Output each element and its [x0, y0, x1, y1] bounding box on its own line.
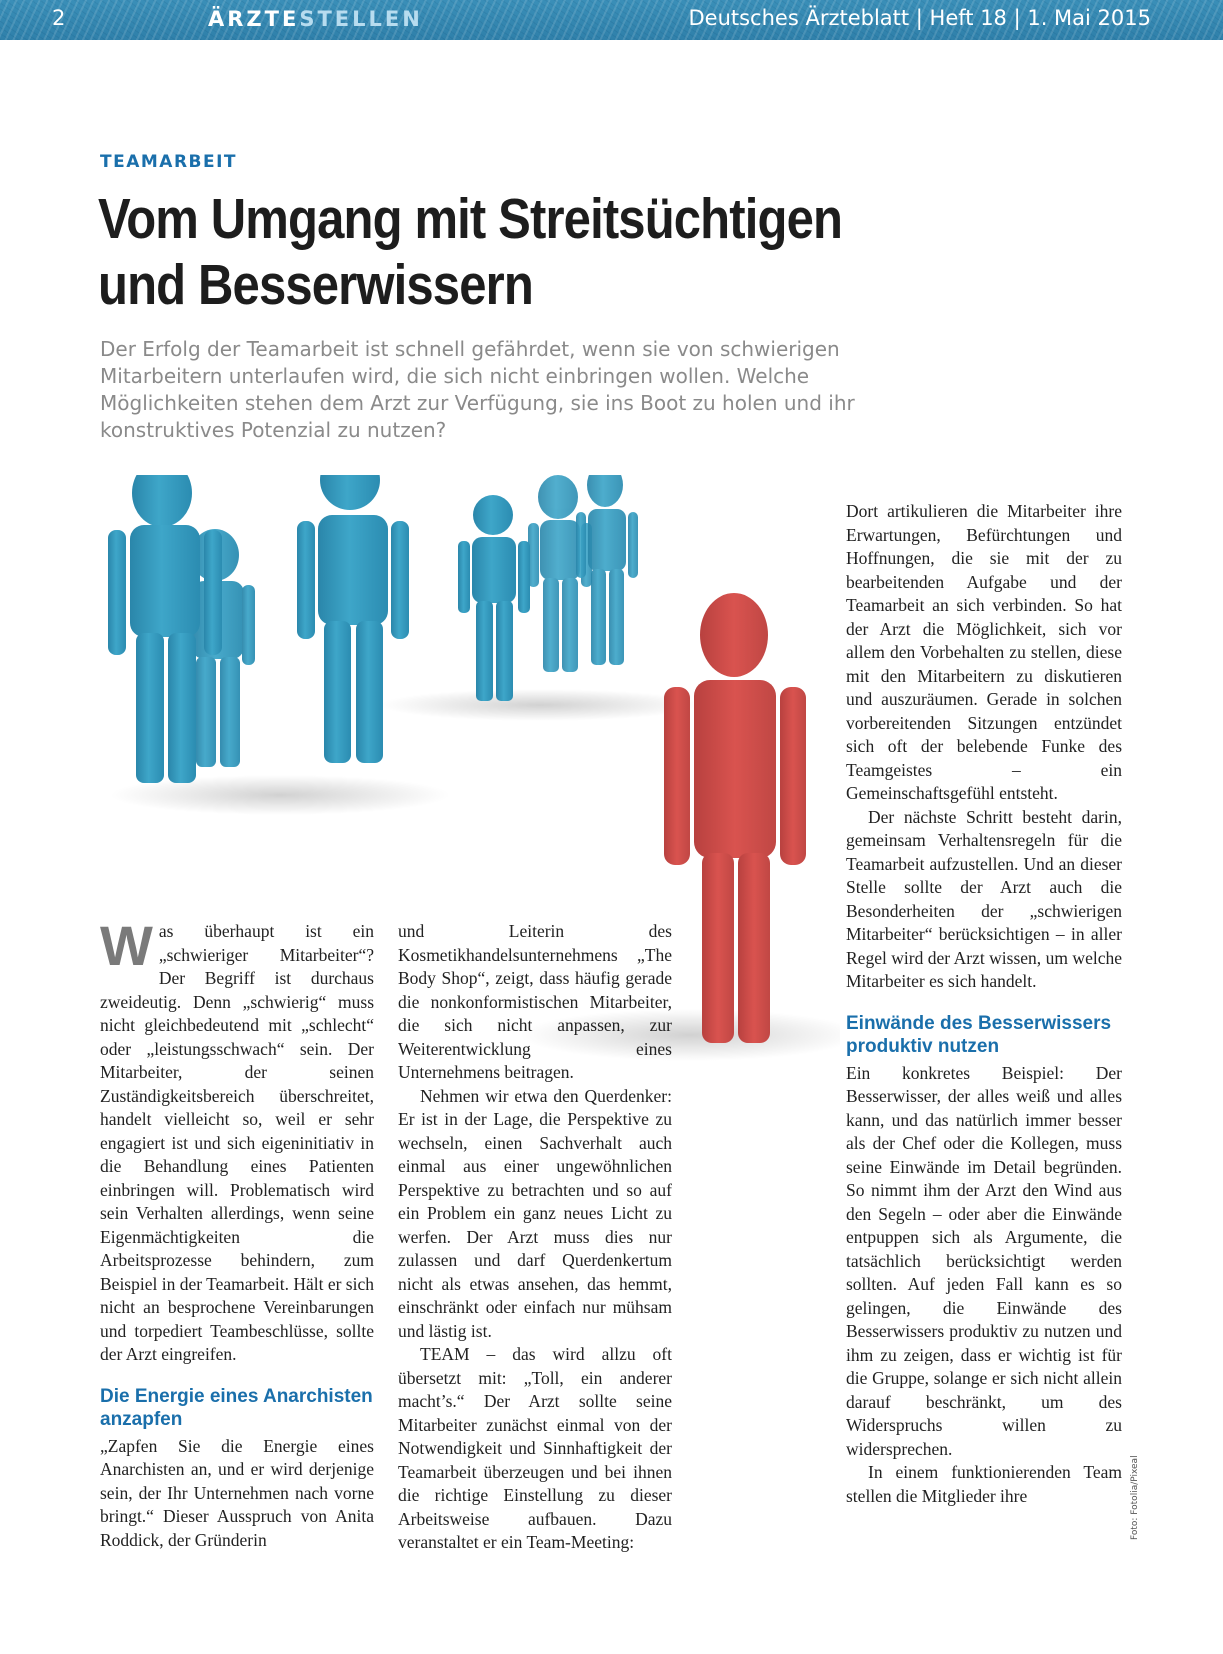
paragraph	[100, 914, 374, 1367]
paragraph: Der nächste Schritt besteht darin, gemeinsam Verhaltensregeln für die Teamarbeit aufzustellen. Und an dieser Stelle sollte der Arzt auch die Besonderheiten der „schwierigen Mitarbeiter“ berücksichtigen – in aller Regel wird der Arzt wissen, um welche Mitarbeiter es sich handelt.	[846, 806, 1122, 991]
article-title	[98, 186, 872, 318]
text-column-2	[398, 920, 672, 1555]
page-header	[0, 0, 1223, 40]
paragraph: Ein konkretes Beispiel: Der Besserwisser, der alles weiß und alles kann, und das natürlich immer besser als der Chef oder die Kollegen, muss seine Einwände im Detail begründen. So nimmt ihm der Arzt den Wind aus den Segeln – oder aber die Einwände entpuppen sich als Argumente, die tatsächlich berücksichtigt werden sollten. Auf jeden Fall kann es so gelingen, die Einwände des Besserwissers produktiv zu nutzen und ihm zu zeigen, dass er wichtig ist für die Gruppe, solange er sich nicht allein darauf beschränkt, um des Widerspruchs willen zu widersprechen.	[846, 1062, 1122, 1459]
blue-figure-right-small	[458, 495, 530, 701]
drop-cap: W	[100, 914, 153, 977]
article-lead: Der Erfolg der Teamarbeit ist schnell gefährdet, wenn sie von schwierigen Mitarbeitern unterlaufen wird, die sich nicht einbringen wollen. Welche Möglichkeiten stehen dem Arzt zur Verfügung, sie ins Boot zu holen und ihr konstruktives Potenzial zu nutzen?	[100, 337, 855, 442]
floor-shadow	[380, 689, 700, 721]
paragraph: Nehmen wir etwa den Querdenker: Er ist in der Lage, die Perspektive zu wechseln, einen Sachverhalt auch einmal aus einer ungewöhnlichen Perspektive zu betrachten und so auf ein Problem ein ganz neues Licht zu werfen. Der Arzt muss dies nur zulassen und darf Querdenkertum nicht als etwas ansehen, das hemmt, einschränkt oder einfach nur mühsam und lästig ist.	[398, 1085, 672, 1341]
photo-credit: Foto: Fotolia/Pixeal	[1130, 1455, 1140, 1540]
red-figure-outsider	[664, 593, 806, 1043]
text-column-3	[846, 500, 1122, 1508]
blue-figure-right-far	[576, 475, 638, 665]
blue-figure-center	[297, 475, 409, 763]
paragraph: Dort artikulieren die Mitarbeiter ihre Erwartungen, Befürchtungen und Hoffnungen, die sie mit der zu bearbeitenden Aufgabe und der Teamarbeit an sich verbinden. So hat der Arzt die Möglichkeit, sich vor allem den Vorbehalten zu stellen, diese mit den Mitarbeitern zu diskutieren und auszuräumen. Gerade in solchen vorbereitenden Sitzungen entzündet sich oft der belebende Funke des Teamgeistes – ein Gemeinschaftsgefühl entsteht.	[846, 501, 1122, 803]
paragraph-text: as überhaupt ist ein „schwieriger Mitarbeiter“? Der Begriff ist durchaus zweideutig. Denn „schwierig“ muss nicht gleichbedeutend mit „schlecht“ oder „leistungsschwach“ sein. Der Mitarbeiter, der seinen Zuständigkeitsbereich überschreitet, handelt vielleicht so, weil er sehr engagiert ist und sich eigeninitiativ in die Behandlung eines Patienten einbringen will. Problematisch wird sein Verhalten allerdings, wenn seine Eigenmächtigkeiten die Arbeitsprozesse behindern, zum Beispiel in der Teamarbeit. Hält er sich nicht an besprochene Vereinbarungen und torpediert Teambeschlüsse, sollte der Arzt eingreifen.	[100, 921, 374, 1364]
brand-part-1: ÄRZTE	[208, 7, 300, 31]
page-number: 2	[52, 6, 66, 30]
subheading: Einwände des Besserwissers produktiv nutzen	[846, 1012, 1112, 1057]
paragraph: TEAM – das wird allzu oft übersetzt mit: „Toll, ein anderer macht’s.“ Der Arzt sollte seine Mitarbeiter zunächst einmal von der Notwendigkeit und Sinnhaftigkeit der Teamarbeit überzeugen und bei ihnen die richtige Einstellung zu dieser Arbeitsweise aufbauen. Dazu veranstaltet er ein Team-Meeting:	[398, 1344, 672, 1552]
title-line-2: und Besserwissern	[98, 253, 533, 317]
paragraph: In einem funktionierenden Team stellen die Mitglieder ihre	[846, 1462, 1122, 1506]
paragraph: „Zapfen Sie die Energie eines Anarchisten an, und er wird derjenige sein, der Ihr Unternehmen nach vorne bringt.“ Dieser Ausspruch von Anita Roddick, der Gründerin	[100, 1435, 374, 1550]
title-line-1: Vom Umgang mit Streitsüchtigen	[98, 187, 843, 251]
issue-info: Deutsches Ärzteblatt | Heft 18 | 1. Mai 2015	[688, 6, 1151, 30]
paragraph: und Leiterin des Kosmetikhandelsunternehmens „The Body Shop“, zeigt, dass häufig gerade die nonkonformistischen Mitarbeiter, die sich nicht anpassen, zur Weiterentwicklung eines Unternehmens beitragen.	[398, 921, 672, 1082]
subheading: Die Energie eines Anarchisten anzapfen	[100, 1385, 373, 1430]
brand-part-2: STELLEN	[299, 7, 423, 31]
section-brand	[208, 7, 423, 31]
text-column-1	[100, 914, 374, 1552]
article-kicker: TEAMARBEIT	[100, 152, 238, 172]
